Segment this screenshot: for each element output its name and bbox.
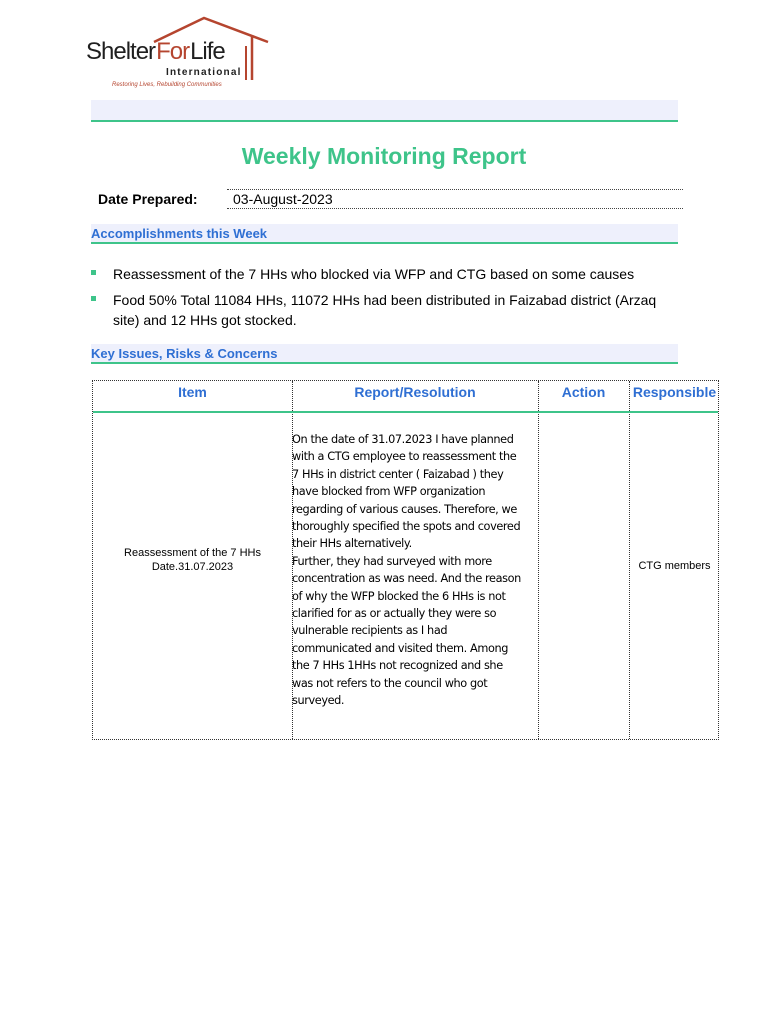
cell-report: On the date of 31.07.2023 I have planned with a CTG employee to reassessment the 7 HHs in district center ( Faizabad ) they have blocked from WFP organization regarding of various causes. Therefore, we thoroughly specified the spots and covered their HHs alternatively. Further, they had surveyed with more concentration as was need. And the reason of why the WFP blocked the 6 HHs is not clarified for as or actually they were so vulnerable recipients as I had communicated and visited them. Among the 7 HHs 1HHs not recognized and she was not refers to the council who got surveyed. xyxy=(292,433,521,708)
column-divider xyxy=(538,381,539,739)
list-item: Reassessment of the 7 HHs who blocked via WFP and CTG based on some causes xyxy=(91,264,683,284)
list-item: Food 50% Total 11084 HHs, 11072 HHs had been distributed in Faizabad district (Arzaq site) and 12 HHs got stocked. xyxy=(91,290,683,330)
header-band xyxy=(91,100,678,120)
cell-item: Reassessment of the 7 HHs Date.31.07.2023 xyxy=(124,547,261,573)
table-header-rule xyxy=(93,411,718,413)
logo-tagline: Restoring Lives, Rebuilding Communities xyxy=(112,82,222,88)
date-prepared-value: 03-August-2023 xyxy=(227,189,683,209)
issues-heading: Key Issues, Risks & Concerns xyxy=(91,346,278,361)
header-rule xyxy=(91,120,678,122)
date-prepared-label: Date Prepared: xyxy=(98,191,198,207)
issues-table xyxy=(92,380,719,740)
column-header-responsible: Responsible xyxy=(632,384,717,400)
report-title: Weekly Monitoring Report xyxy=(241,143,527,169)
issues-rule xyxy=(91,362,678,364)
column-header-action: Action xyxy=(561,384,606,400)
cell-responsible: CTG members xyxy=(638,560,711,572)
bullet-square-icon xyxy=(91,270,96,275)
bullet-square-icon xyxy=(91,296,96,301)
accomplishments-heading: Accomplishments this Week xyxy=(91,226,268,241)
logo-subtitle: International xyxy=(166,67,242,78)
accomplishments-rule xyxy=(91,242,678,244)
column-header-item: Item xyxy=(178,384,207,400)
organization-logo xyxy=(86,16,276,96)
logo-name: Shelter For Life xyxy=(86,38,225,65)
column-header-report: Report/Resolution xyxy=(354,384,476,400)
